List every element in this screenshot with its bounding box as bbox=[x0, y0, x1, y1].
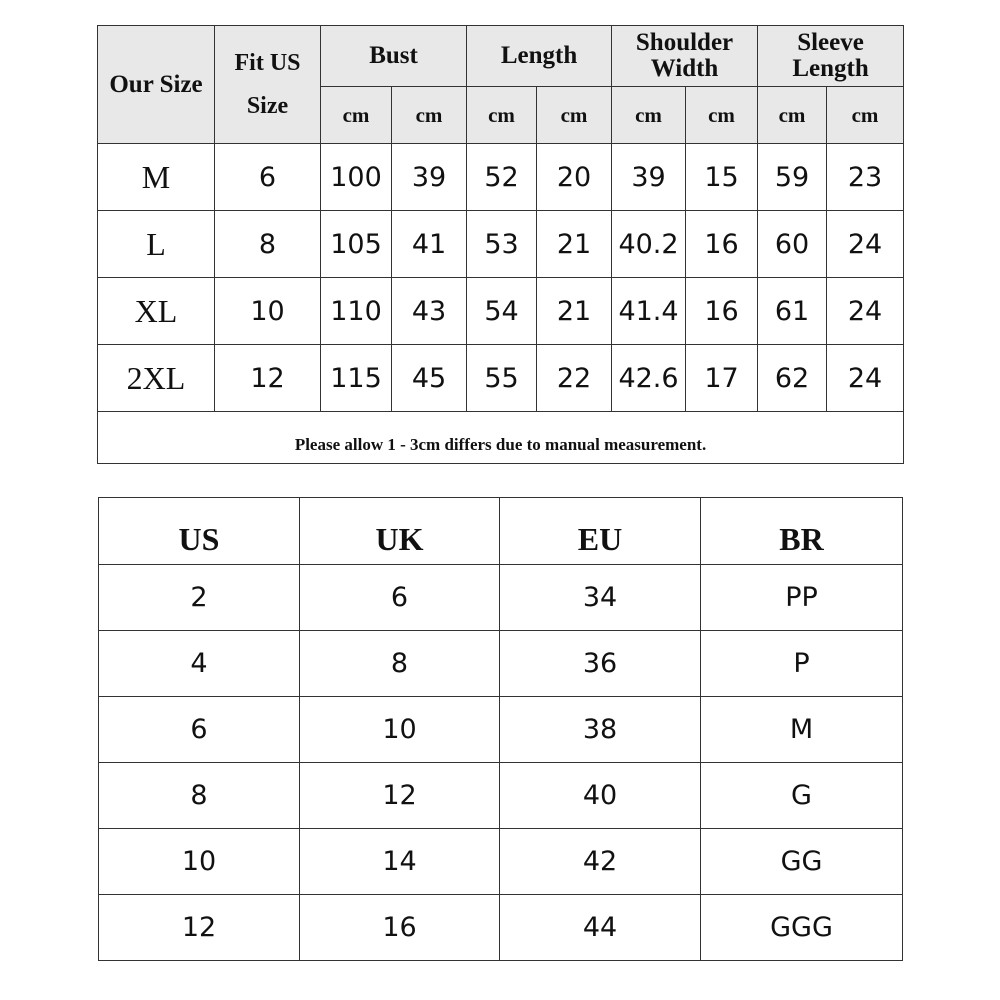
bust-cell: 45 bbox=[392, 345, 467, 412]
eu-cell: 40 bbox=[500, 763, 701, 829]
uk-cell: 8 bbox=[300, 631, 500, 697]
br-cell: P bbox=[701, 631, 903, 697]
us-cell: 2 bbox=[99, 565, 300, 631]
size-conversion-table bbox=[98, 497, 903, 961]
sleeve-cell: 62 bbox=[758, 345, 827, 412]
unit-label: cm bbox=[612, 87, 686, 144]
length-cell: 22 bbox=[537, 345, 612, 412]
length-cell: 21 bbox=[537, 278, 612, 345]
br-cell: GG bbox=[701, 829, 903, 895]
length-cell: 55 bbox=[467, 345, 537, 412]
sleeve-cell: 23 bbox=[827, 144, 904, 211]
table-row bbox=[99, 697, 903, 763]
fit-us-cell: 12 bbox=[215, 345, 321, 412]
shoulder-cell: 39 bbox=[612, 144, 686, 211]
us-cell: 4 bbox=[99, 631, 300, 697]
header-fit-us-line2: Size bbox=[246, 92, 289, 119]
conversion-header-row bbox=[99, 498, 903, 565]
sleeve-cell: 24 bbox=[827, 211, 904, 278]
eu-cell: 44 bbox=[500, 895, 701, 961]
length-cell: 20 bbox=[537, 144, 612, 211]
table-row bbox=[98, 211, 904, 278]
length-cell: 52 bbox=[467, 144, 537, 211]
bust-cell: 43 bbox=[392, 278, 467, 345]
table-row bbox=[99, 763, 903, 829]
header-bust: Bust bbox=[321, 26, 467, 87]
eu-cell: 34 bbox=[500, 565, 701, 631]
shoulder-cell: 40.2 bbox=[612, 211, 686, 278]
us-cell: 8 bbox=[99, 763, 300, 829]
fit-us-cell: 8 bbox=[215, 211, 321, 278]
length-cell: 21 bbox=[537, 211, 612, 278]
size-cell: L bbox=[98, 211, 215, 278]
br-cell: PP bbox=[701, 565, 903, 631]
br-cell: M bbox=[701, 697, 903, 763]
header-sleeve-length bbox=[758, 26, 904, 87]
sleeve-cell: 24 bbox=[827, 278, 904, 345]
shoulder-cell: 41.4 bbox=[612, 278, 686, 345]
size-cell: 2XL bbox=[98, 345, 215, 412]
table-row bbox=[99, 565, 903, 631]
header-sleeve-line2: Length bbox=[792, 55, 869, 82]
header-br: BR bbox=[701, 498, 903, 565]
shoulder-cell: 16 bbox=[686, 211, 758, 278]
uk-cell: 6 bbox=[300, 565, 500, 631]
header-uk: UK bbox=[300, 498, 500, 565]
table-row bbox=[98, 345, 904, 412]
us-cell: 6 bbox=[99, 697, 300, 763]
table-row bbox=[99, 631, 903, 697]
eu-cell: 36 bbox=[500, 631, 701, 697]
table-row bbox=[99, 895, 903, 961]
uk-cell: 16 bbox=[300, 895, 500, 961]
table-row bbox=[99, 829, 903, 895]
unit-label: cm bbox=[686, 87, 758, 144]
unit-label: cm bbox=[827, 87, 904, 144]
fit-us-cell: 6 bbox=[215, 144, 321, 211]
unit-label: cm bbox=[321, 87, 392, 144]
bust-cell: 115 bbox=[321, 345, 392, 412]
bust-cell: 100 bbox=[321, 144, 392, 211]
header-fit-us-size bbox=[215, 26, 321, 144]
size-cell: XL bbox=[98, 278, 215, 345]
table-row bbox=[98, 278, 904, 345]
length-cell: 53 bbox=[467, 211, 537, 278]
measurement-note: Please allow 1 - 3cm differs due to manual measurement. bbox=[98, 412, 904, 464]
bust-cell: 105 bbox=[321, 211, 392, 278]
uk-cell: 12 bbox=[300, 763, 500, 829]
unit-label: cm bbox=[537, 87, 612, 144]
unit-label: cm bbox=[467, 87, 537, 144]
eu-cell: 42 bbox=[500, 829, 701, 895]
sleeve-cell: 59 bbox=[758, 144, 827, 211]
size-chart-table bbox=[97, 25, 904, 464]
sleeve-cell: 24 bbox=[827, 345, 904, 412]
us-cell: 12 bbox=[99, 895, 300, 961]
br-cell: GGG bbox=[701, 895, 903, 961]
fit-us-cell: 10 bbox=[215, 278, 321, 345]
header-our-size: Our Size bbox=[98, 26, 215, 144]
length-cell: 54 bbox=[467, 278, 537, 345]
uk-cell: 10 bbox=[300, 697, 500, 763]
sleeve-cell: 61 bbox=[758, 278, 827, 345]
eu-cell: 38 bbox=[500, 697, 701, 763]
header-eu: EU bbox=[500, 498, 701, 565]
br-cell: G bbox=[701, 763, 903, 829]
size-chart-header-row bbox=[98, 26, 904, 87]
shoulder-cell: 15 bbox=[686, 144, 758, 211]
shoulder-cell: 16 bbox=[686, 278, 758, 345]
note-row bbox=[98, 412, 904, 464]
us-cell: 10 bbox=[99, 829, 300, 895]
header-shoulder-line1: Shoulder bbox=[635, 29, 734, 56]
bust-cell: 110 bbox=[321, 278, 392, 345]
header-us: US bbox=[99, 498, 300, 565]
bust-cell: 39 bbox=[392, 144, 467, 211]
unit-label: cm bbox=[392, 87, 467, 144]
size-cell: M bbox=[98, 144, 215, 211]
uk-cell: 14 bbox=[300, 829, 500, 895]
shoulder-cell: 42.6 bbox=[612, 345, 686, 412]
header-shoulder-line2: Width bbox=[650, 55, 719, 82]
shoulder-cell: 17 bbox=[686, 345, 758, 412]
bust-cell: 41 bbox=[392, 211, 467, 278]
table-row bbox=[98, 144, 904, 211]
header-shoulder-width bbox=[612, 26, 758, 87]
header-sleeve-line1: Sleeve bbox=[797, 29, 864, 56]
header-length: Length bbox=[467, 26, 612, 87]
sleeve-cell: 60 bbox=[758, 211, 827, 278]
header-fit-us-line1: Fit US bbox=[234, 49, 301, 76]
unit-label: cm bbox=[758, 87, 827, 144]
